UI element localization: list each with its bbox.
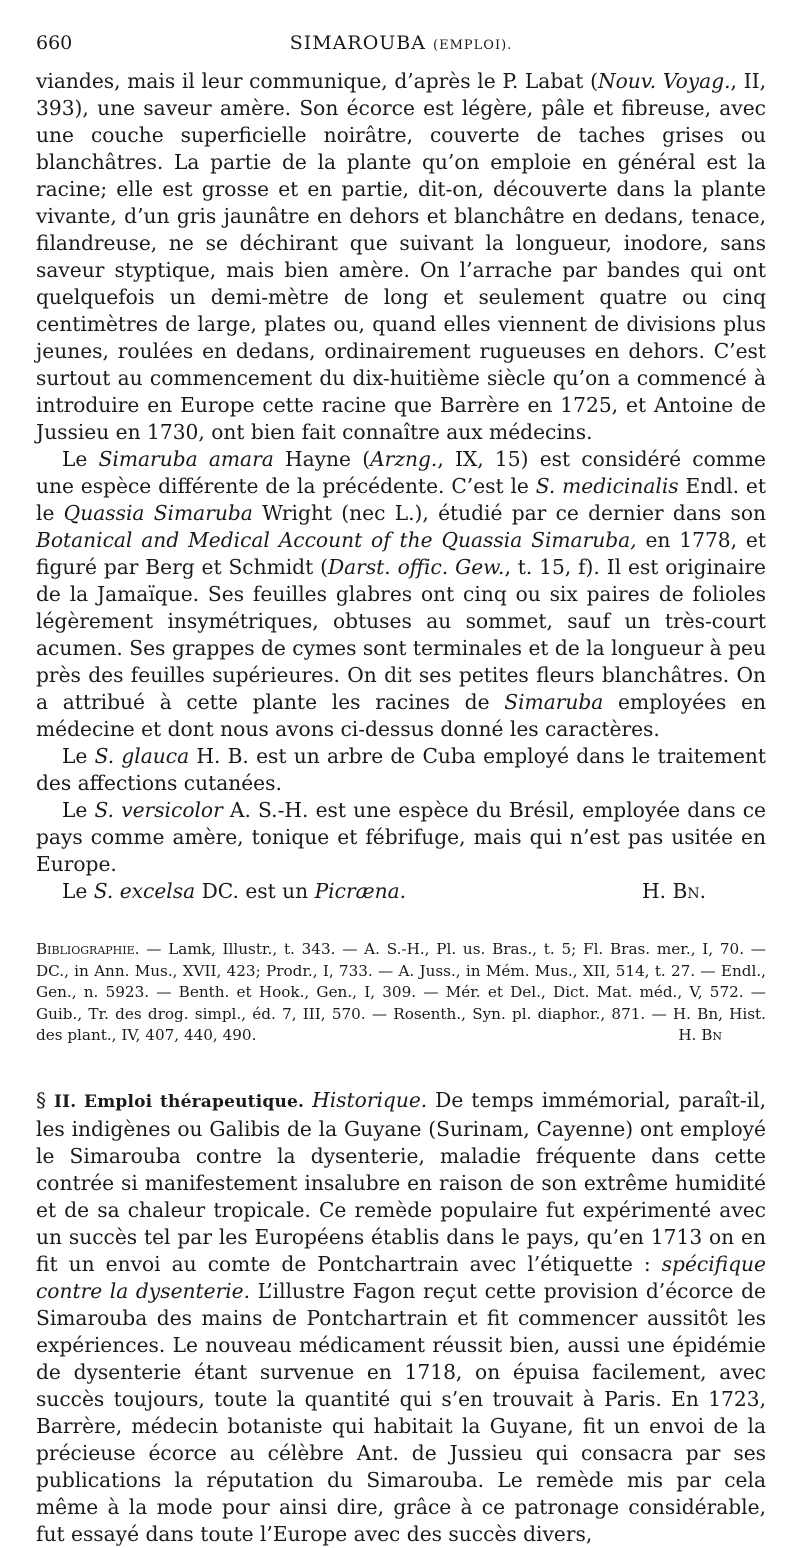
genus-name: Simaruba	[504, 690, 604, 714]
species-name: S. medicinalis	[535, 474, 679, 498]
text-run: Le	[62, 879, 94, 903]
species-name: S. excelsa	[93, 879, 196, 903]
bibliography-text: — Lamk, Illustr., t. 343. — A. S.-H., Pl. us. Bras., t. 5; Fl. Bras. mer., I, 70. — DC., in Ann. Mus., XVII, 423; Prodr., I, 733. — A. Juss., in Mém. Mus., XII, 514, t. 27. — Endl., Gen., n. 5923. — Benth. et Hook., Gen., I, 309. — Mér. et Del., Dict. Mat. méd., V, 572. — Guib., Tr. des drog. simpl., éd. 7, III, 570. — Rosenth., Syn. pl. diaphor., 871. — H. Bn, Hist. des plant., IV, 407, 440, 490.	[36, 940, 766, 1044]
text-run: H. B. est un arbre de Cuba employé dans le traitement des affections cutanées.	[36, 744, 767, 795]
text-run: Le	[62, 447, 99, 471]
section-therapeutic-use	[36, 1087, 766, 1548]
paragraph-description	[36, 68, 766, 446]
bibliography	[36, 939, 766, 1047]
paragraph-simaruba-excelsa	[36, 878, 766, 905]
species-name: S. versicolor	[94, 798, 223, 822]
text-run: Le	[62, 744, 95, 768]
paragraph-historique	[36, 1087, 766, 1548]
running-title-sub: (EMPLOI).	[433, 38, 513, 53]
text-run: Endl. et le	[36, 474, 766, 525]
species-name: Quassia Simaruba	[63, 501, 253, 525]
section-heading: II. Emploi thérapeutique.	[53, 1091, 305, 1112]
species-name: S. glauca	[94, 744, 190, 768]
text-run: , IX, 15) est considéré comme une espèce différente de la précédente. C’est le	[36, 447, 766, 498]
label-quote: spécifique contre la dysenterie.	[36, 1251, 766, 1303]
section-mark: §	[36, 1087, 46, 1112]
citation-title: Arzng.	[370, 447, 438, 471]
page-number: 660	[36, 32, 73, 54]
text-run: viandes, mais il leur communique, d’après le P. Labat (	[36, 69, 598, 93]
running-title	[36, 32, 766, 54]
paragraph-simaruba-glauca	[36, 743, 766, 797]
citation-title: Darst. offic. Gew.	[327, 555, 505, 579]
bibliography-label: Bibliographie.	[36, 940, 140, 958]
excelsa-text	[36, 878, 406, 905]
running-title-main: SIMAROUBA	[289, 32, 426, 54]
text-run: employées en médecine et dont nous avons ci-dessus donné les caractères.	[36, 690, 766, 741]
page-header	[36, 28, 766, 68]
paragraph-simaruba-amara	[36, 446, 766, 743]
text-run: Le	[62, 798, 95, 822]
citation-title: Nouv. Voyag.	[597, 69, 731, 93]
author-signature: H. Bn.	[642, 879, 706, 903]
text-run: L’illustre Fagon reçut cette provision d’écorce de Simarouba des mains de Pontchartrain et fit commencer aussitôt les expériences. Le nouveau médicament réussit bien, aussi une épidémie de dysenterie étant survenue en 1718, on épuisa facilement, avec succès toujours, toute la quantité qui s’en trouvait à Paris. En 1723, Barrère, médecin botaniste qui habitait la Guyane, fit un envoi de la précieuse écorce au célèbre Ant. de Jussieu qui consacra par ses publications la réputation du Simarouba. Le remède mis par cela même à la mode pour ainsi dire, grâce à ce patronage considérable, fut essayé dans toute l’Europe avec des succès divers,	[36, 1278, 766, 1546]
text-run: , II, 393), une saveur amère. Son écorce est légère, pâle et fibreuse, avec une couche superficielle noirâtre, couverte de taches grises ou blanchâtres. La partie de la plante qu’on emploie en général est la racine; elle est grosse et en partie, dit-on, découverte dans la plante vivante, d’un gris jaunâtre en dehors et blanchâtre en dedans, tenace, filandreuse, ne se déchirant que suivant la longueur, inodore, sans saveur styptique, mais bien amère. On l’arrache par bandes qui ont quelquefois un demi-mètre de long et seulement quatre ou cinq centimètres de large, plates ou, quand elles viennent de divisions plus jeunes, roulées en dedans, ordinairement rugueuses en dehors. C’est surtout au commencement du dix-huitième siècle qu’on a commencé à introduire en Europe cette racine que Barrère en 1725, et Antoine de Jussieu en 1730, ont bien fait connaître aux médecins.	[36, 69, 766, 444]
citation-title: Botanical and Medical Account of the Quassia Simaruba,	[36, 528, 637, 552]
text-run: Hayne (	[273, 447, 371, 471]
text-run: A. S.-H. est une espèce du Brésil, employée dans ce pays comme amère, tonique et fébrifuge, mais qui n’est pas usitée en Europe.	[36, 798, 766, 876]
text-run: , t. 15, f). Il est originaire de la Jamaïque. Ses feuilles glabres ont cinq ou six paires de folioles légèrement insymétriques, obtuses au sommet, sauf un très-court acumen. Ses grappes de cymes sont terminales et de la longueur à peu près des feuilles supérieures. On dit ses petites fleurs blanchâtres. On a attribué à cette plante les racines de	[36, 555, 766, 714]
section-subheading: Historique.	[312, 1087, 428, 1112]
paragraph-simaruba-versicolor	[36, 797, 766, 878]
bibliography-signature: H. Bn	[678, 1026, 722, 1044]
text-run: De temps immémorial, paraît-il, les indigènes ou Galibis de la Guyane (Surinam, Cayenne) ont employé le Simarouba contre la dysenterie, maladie fréquente dans cette contrée si manifestement insalubre en raison de son extrême humidité et de sa chaleur tropicale. Ce remède populaire fut expérimenté avec un succès tel par les Européens établis dans le pays, qu’en 1713 on en fit un envoi au comte de Pontchartrain avec l’étiquette :	[36, 1087, 767, 1276]
text-run: en 1778, et figuré par Berg et Schmidt (	[36, 528, 766, 579]
species-name: Simaruba amara	[98, 447, 274, 471]
text-run: DC. est un	[195, 879, 315, 903]
text-run: Wright (nec L.), étudié par ce dernier dans son	[252, 501, 766, 525]
genus-name: Picræna.	[314, 879, 407, 903]
